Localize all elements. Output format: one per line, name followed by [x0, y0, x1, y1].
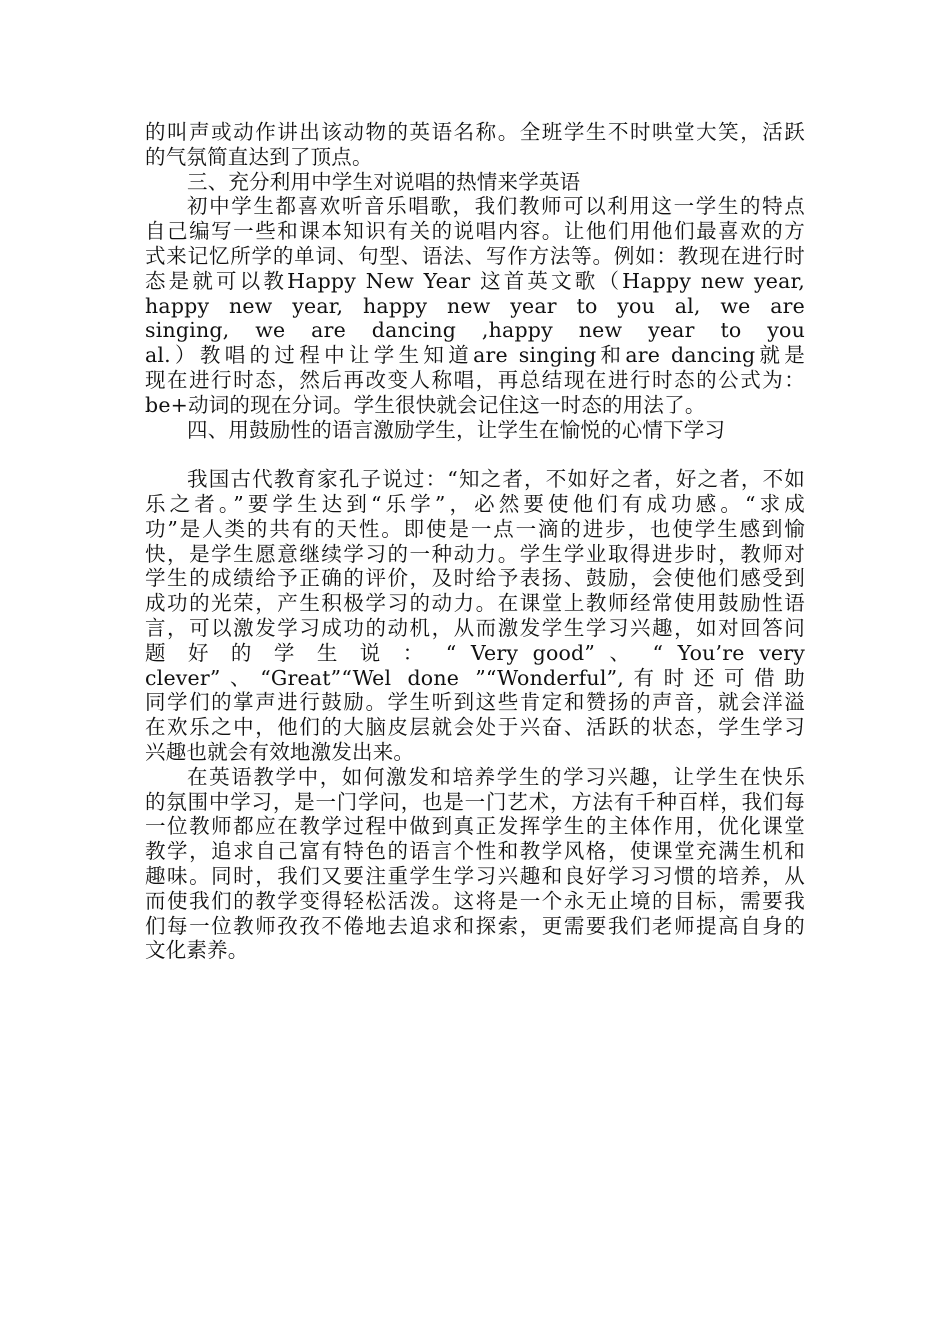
text-line: 功”是人类的共有的天性。即使是一点一滴的进步，也使学生感到愉: [145, 516, 805, 541]
text-line: 的氛围中学习，是一门学问，也是一门艺术，方法有千种百样，我们每: [145, 789, 805, 814]
text-line: 一位教师都应在教学过程中做到真正发挥学生的主体作用，优化课堂: [145, 814, 805, 839]
text-line: 初中学生都喜欢听音乐唱歌，我们教师可以利用这一学生的特点: [187, 194, 805, 219]
text-line: 式来记忆所学的单词、句型、语法、写作方法等。例如：教现在进行时: [145, 243, 805, 268]
text-line: 的气氛简直达到了顶点。: [145, 144, 373, 169]
text-line: 成功的光荣，产生积极学习的动力。在课堂上教师经常使用鼓励性语: [145, 591, 805, 616]
text-line: 我国古代教育家孔子说过：“知之者，不如好之者，好之者，不如: [187, 467, 805, 492]
text-line: 们每一位教师孜孜不倦地去追求和探索，更需要我们老师提高自身的: [145, 913, 805, 938]
text-line: 的叫声或动作讲出该动物的英语名称。全班学生不时哄堂大笑，活跃: [145, 120, 805, 144]
text-line: 现在进行时态，然后再改变人称唱，再总结现在进行时态的公式为：: [145, 367, 805, 392]
text-line: 三、充分利用中学生对说唱的热情来学英语: [187, 169, 581, 194]
text-line: 态是就可以教Happy New Year 这首英文歌（Happy new year,: [145, 268, 805, 293]
text-line: 趣味。同时，我们又要注重学生学习兴趣和良好学习习惯的培养，从: [145, 863, 805, 888]
blank-line: [145, 442, 805, 467]
text-line: 教学，追求自己富有特色的语言个性和教学风格，使课堂充满生机和: [145, 839, 805, 864]
document-body: [145, 120, 805, 963]
text-line: 学生的成绩给予正确的评价，及时给予表扬、鼓励，会使他们感受到: [145, 566, 805, 591]
text-line: 自己编写一些和课本知识有关的说唱内容。让他们用他们最喜欢的方: [145, 219, 805, 244]
text-line: clever”、“Great”“Wel done ”“Wonderful”,有时还可借助: [145, 665, 805, 690]
text-line: 言，可以激发学习成功的动机，从而激发学生学习兴趣，如对回答问: [145, 615, 805, 640]
text-line: 在欢乐之中，他们的大脑皮层就会处于兴奋、活跃的状态，学生学习: [145, 715, 805, 740]
text-line: 同学们的掌声进行鼓励。学生听到这些肯定和赞扬的声音，就会洋溢: [145, 690, 805, 715]
text-line: happy new year, happy new year to you al, we are: [145, 293, 805, 318]
text-line: 兴趣也就会有效地激发出来。: [145, 739, 415, 764]
text-line: singing, we are dancing ,happy new year to you: [145, 318, 805, 343]
text-line: 而使我们的教学变得轻松活泼。这将是一个永无止境的目标，需要我: [145, 888, 805, 913]
text-line: be+动词的现在分词。学生很快就会记住这一时态的用法了。: [145, 392, 706, 417]
text-line: al.）教唱的过程中让学生知道are singing和are dancing就是: [145, 343, 805, 368]
text-line: 四、用鼓励性的语言激励学生，让学生在愉悦的心情下学习: [187, 417, 726, 442]
text-line: 乐之者。”要学生达到“乐学”，必然要使他们有成功感。“求成: [145, 491, 805, 516]
text-line: 文化素养。: [145, 938, 249, 963]
text-line: 在英语教学中，如何激发和培养学生的学习兴趣，让学生在快乐: [187, 764, 805, 789]
text-line: 题 好 的 学 生 说 ： “ Very good” 、 “ You’re very: [145, 640, 805, 665]
text-line: 快，是学生愿意继续学习的一种动力。学生学业取得进步时，教师对: [145, 541, 805, 566]
